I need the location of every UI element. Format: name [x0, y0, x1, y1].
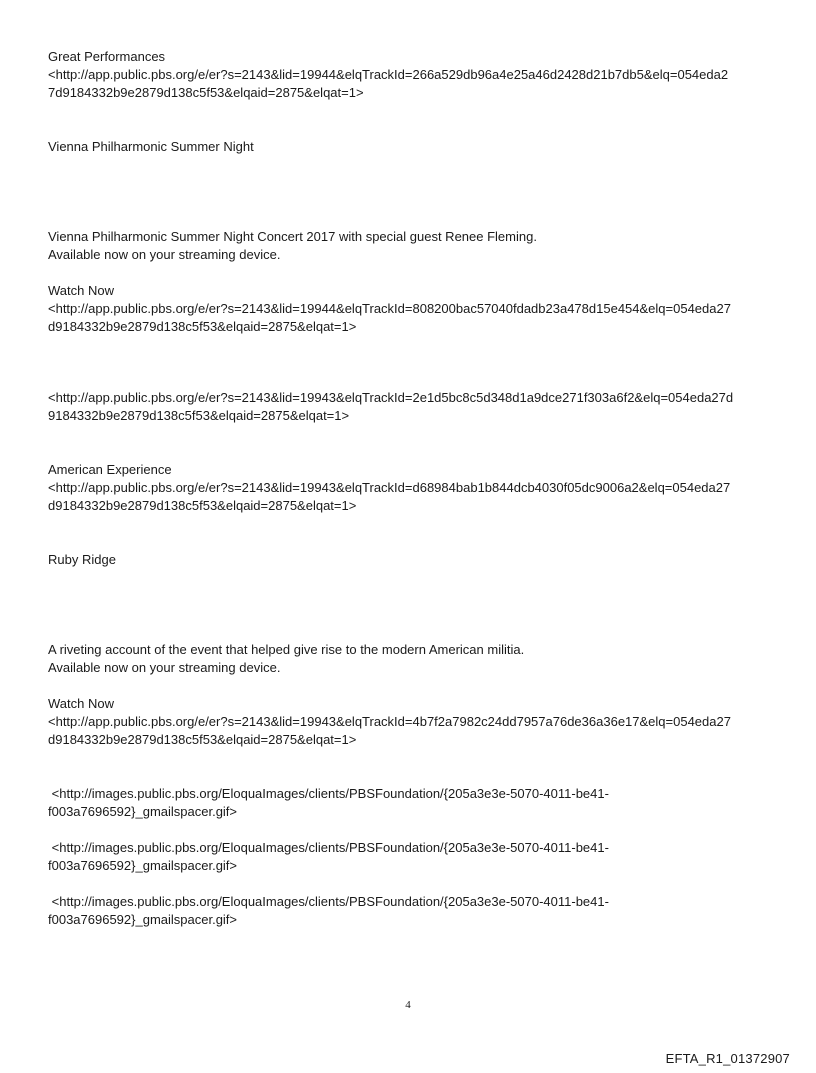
spacer-image-link-2: <http://images.public.pbs.org/EloquaImages/clients/PBSFoundation/{205a3e3e-5070-4011-be41- f003a7696592}_gmailspacer.gif> — [48, 840, 609, 873]
spacer-image-link-3: <http://images.public.pbs.org/EloquaImages/clients/PBSFoundation/{205a3e3e-5070-4011-be41- f003a7696592}_gmailspacer.gif> — [48, 894, 609, 927]
american-experience-block: American Experience <http://app.public.pbs.org/e/er?s=2143&lid=19943&elqTrackId=d68984bab1b844dcb4030f05dc9006a2&elq=054eda27 d9184332b9e2879d138c5f53&elqaid=2875&elqat=1> — [48, 462, 731, 513]
bates-number: EFTA_R1_01372907 — [665, 1051, 790, 1066]
page-number: 4 — [405, 999, 411, 1011]
image-link-american-experience: <http://app.public.pbs.org/e/er?s=2143&lid=19943&elqTrackId=2e1d5bc8c5d348d1a9dce271f303a6f2&elq=054eda27d 9184332b9e2879d138c5f53&elqaid=2875&elqat=1> — [48, 390, 734, 423]
program-title-ruby-ridge: Ruby Ridge — [48, 552, 116, 567]
program-description-vienna: Vienna Philharmonic Summer Night Concert 2017 with special guest Renee Fleming. Available now on your streaming device. — [48, 229, 537, 262]
program-description-ruby-ridge: A riveting account of the event that helped give rise to the modern American militia. Available now on your streaming device. — [48, 642, 525, 675]
watch-now-link-vienna: Watch Now <http://app.public.pbs.org/e/er?s=2143&lid=19944&elqTrackId=808200bac57040fdadb23a478d15e454&elq=054eda27 d9184332b9e2879d138c5f53&elqaid=2875&elqat=1> — [48, 283, 731, 334]
watch-now-link-ruby-ridge: Watch Now <http://app.public.pbs.org/e/er?s=2143&lid=19943&elqTrackId=4b7f2a7982c24dd7957a76de36a36e17&elq=054eda27 d9184332b9e2879d138c5f53&elqaid=2875&elqat=1> — [48, 696, 731, 747]
spacer-image-link-1: <http://images.public.pbs.org/EloquaImages/clients/PBSFoundation/{205a3e3e-5070-4011-be41- f003a7696592}_gmailspacer.gif> — [48, 786, 609, 819]
great-performances-block: Great Performances <http://app.public.pbs.org/e/er?s=2143&lid=19944&elqTrackId=266a529db96a4e25a46d2428d21b7db5&elq=054eda2 7d9184332b9e2879d138c5f53&elqaid=2875&elqat=1> — [48, 49, 729, 100]
program-title-vienna: Vienna Philharmonic Summer Night — [48, 139, 254, 154]
